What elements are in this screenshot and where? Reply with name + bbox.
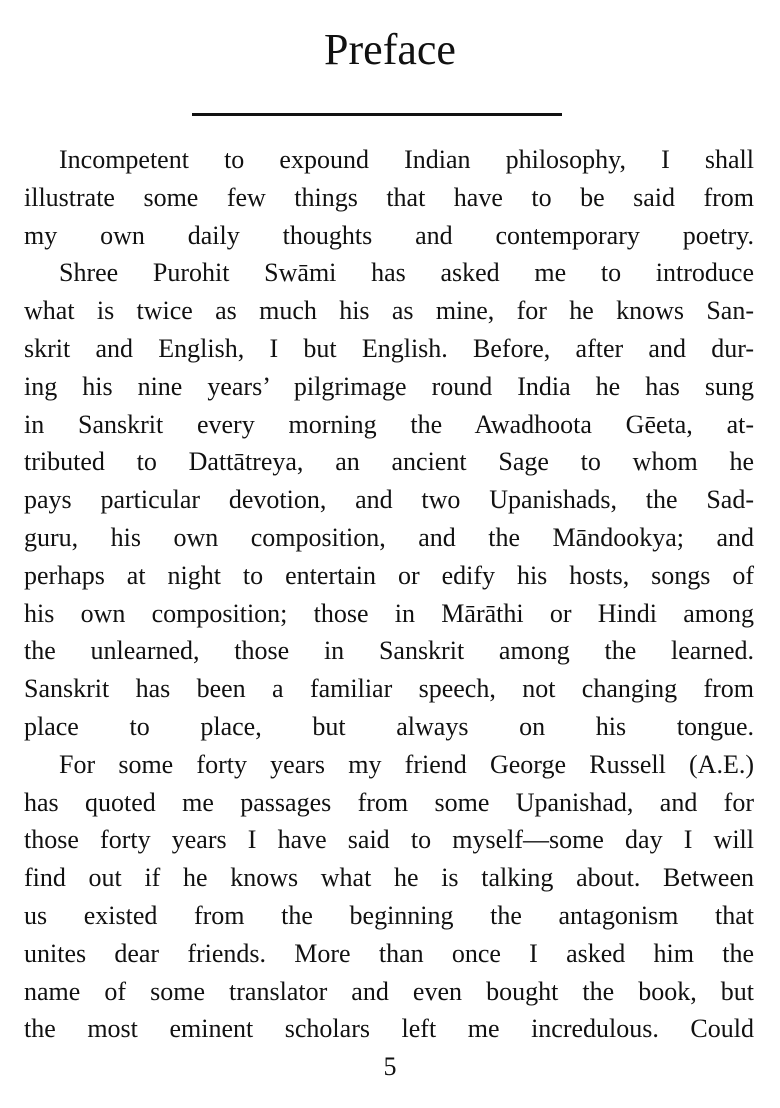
text-line: ing his nine years’ pilgrimage round India he has sung [24, 371, 754, 401]
text-line: the most eminent scholars left me incredulous. Could [24, 1014, 754, 1044]
text-line: illustrate some few things that have to be said from [24, 182, 754, 212]
text-line: Sanskrit has been a familiar speech, not changing from [24, 674, 754, 704]
text-line: Incompetent to expound Indian philosophy, I shall [59, 145, 754, 174]
text-line: skrit and English, I but English. Before, after and dur- [24, 333, 754, 363]
text-line: unites dear friends. More than once I asked him the [24, 938, 754, 968]
text-line: guru, his own composition, and the Māndookya; and [24, 522, 754, 552]
text-line: my own daily thoughts and contemporary poetry. [24, 220, 754, 250]
text-line: place to place, but always on his tongue. [24, 711, 754, 741]
title-rule [192, 113, 562, 116]
preface-body [24, 141, 754, 1048]
text-line: tributed to Dattātreya, an ancient Sage to whom he [24, 447, 754, 477]
text-line: pays particular devotion, and two Upanishads, the Sad- [24, 485, 754, 515]
text-line: has quoted me passages from some Upanishad, and for [24, 787, 754, 817]
page-number: 5 [383, 1052, 397, 1081]
text-line: us existed from the beginning the antagonism that [24, 900, 754, 930]
text-line: find out if he knows what he is talking about. Between [24, 863, 754, 893]
text-line: Shree Purohit Swāmi has asked me to introduce [59, 258, 754, 288]
text-line: in Sanskrit every morning the Awadhoota Gēeta, at- [24, 409, 754, 439]
text-line: perhaps at night to entertain or edify his hosts, songs of [24, 560, 754, 590]
text-line: the unlearned, those in Sanskrit among the learned. [24, 636, 754, 666]
text-line: what is twice as much his as mine, for he knows San- [24, 296, 754, 326]
page-title: Preface [324, 25, 456, 74]
text-line: those forty years I have said to myself—some day I will [24, 825, 754, 855]
text-line: his own composition; those in Mārāthi or Hindi among [24, 598, 754, 628]
text-line: For some forty years my friend George Russell (A.E.) [59, 749, 754, 779]
text-line: name of some translator and even bought the book, but [24, 976, 754, 1006]
